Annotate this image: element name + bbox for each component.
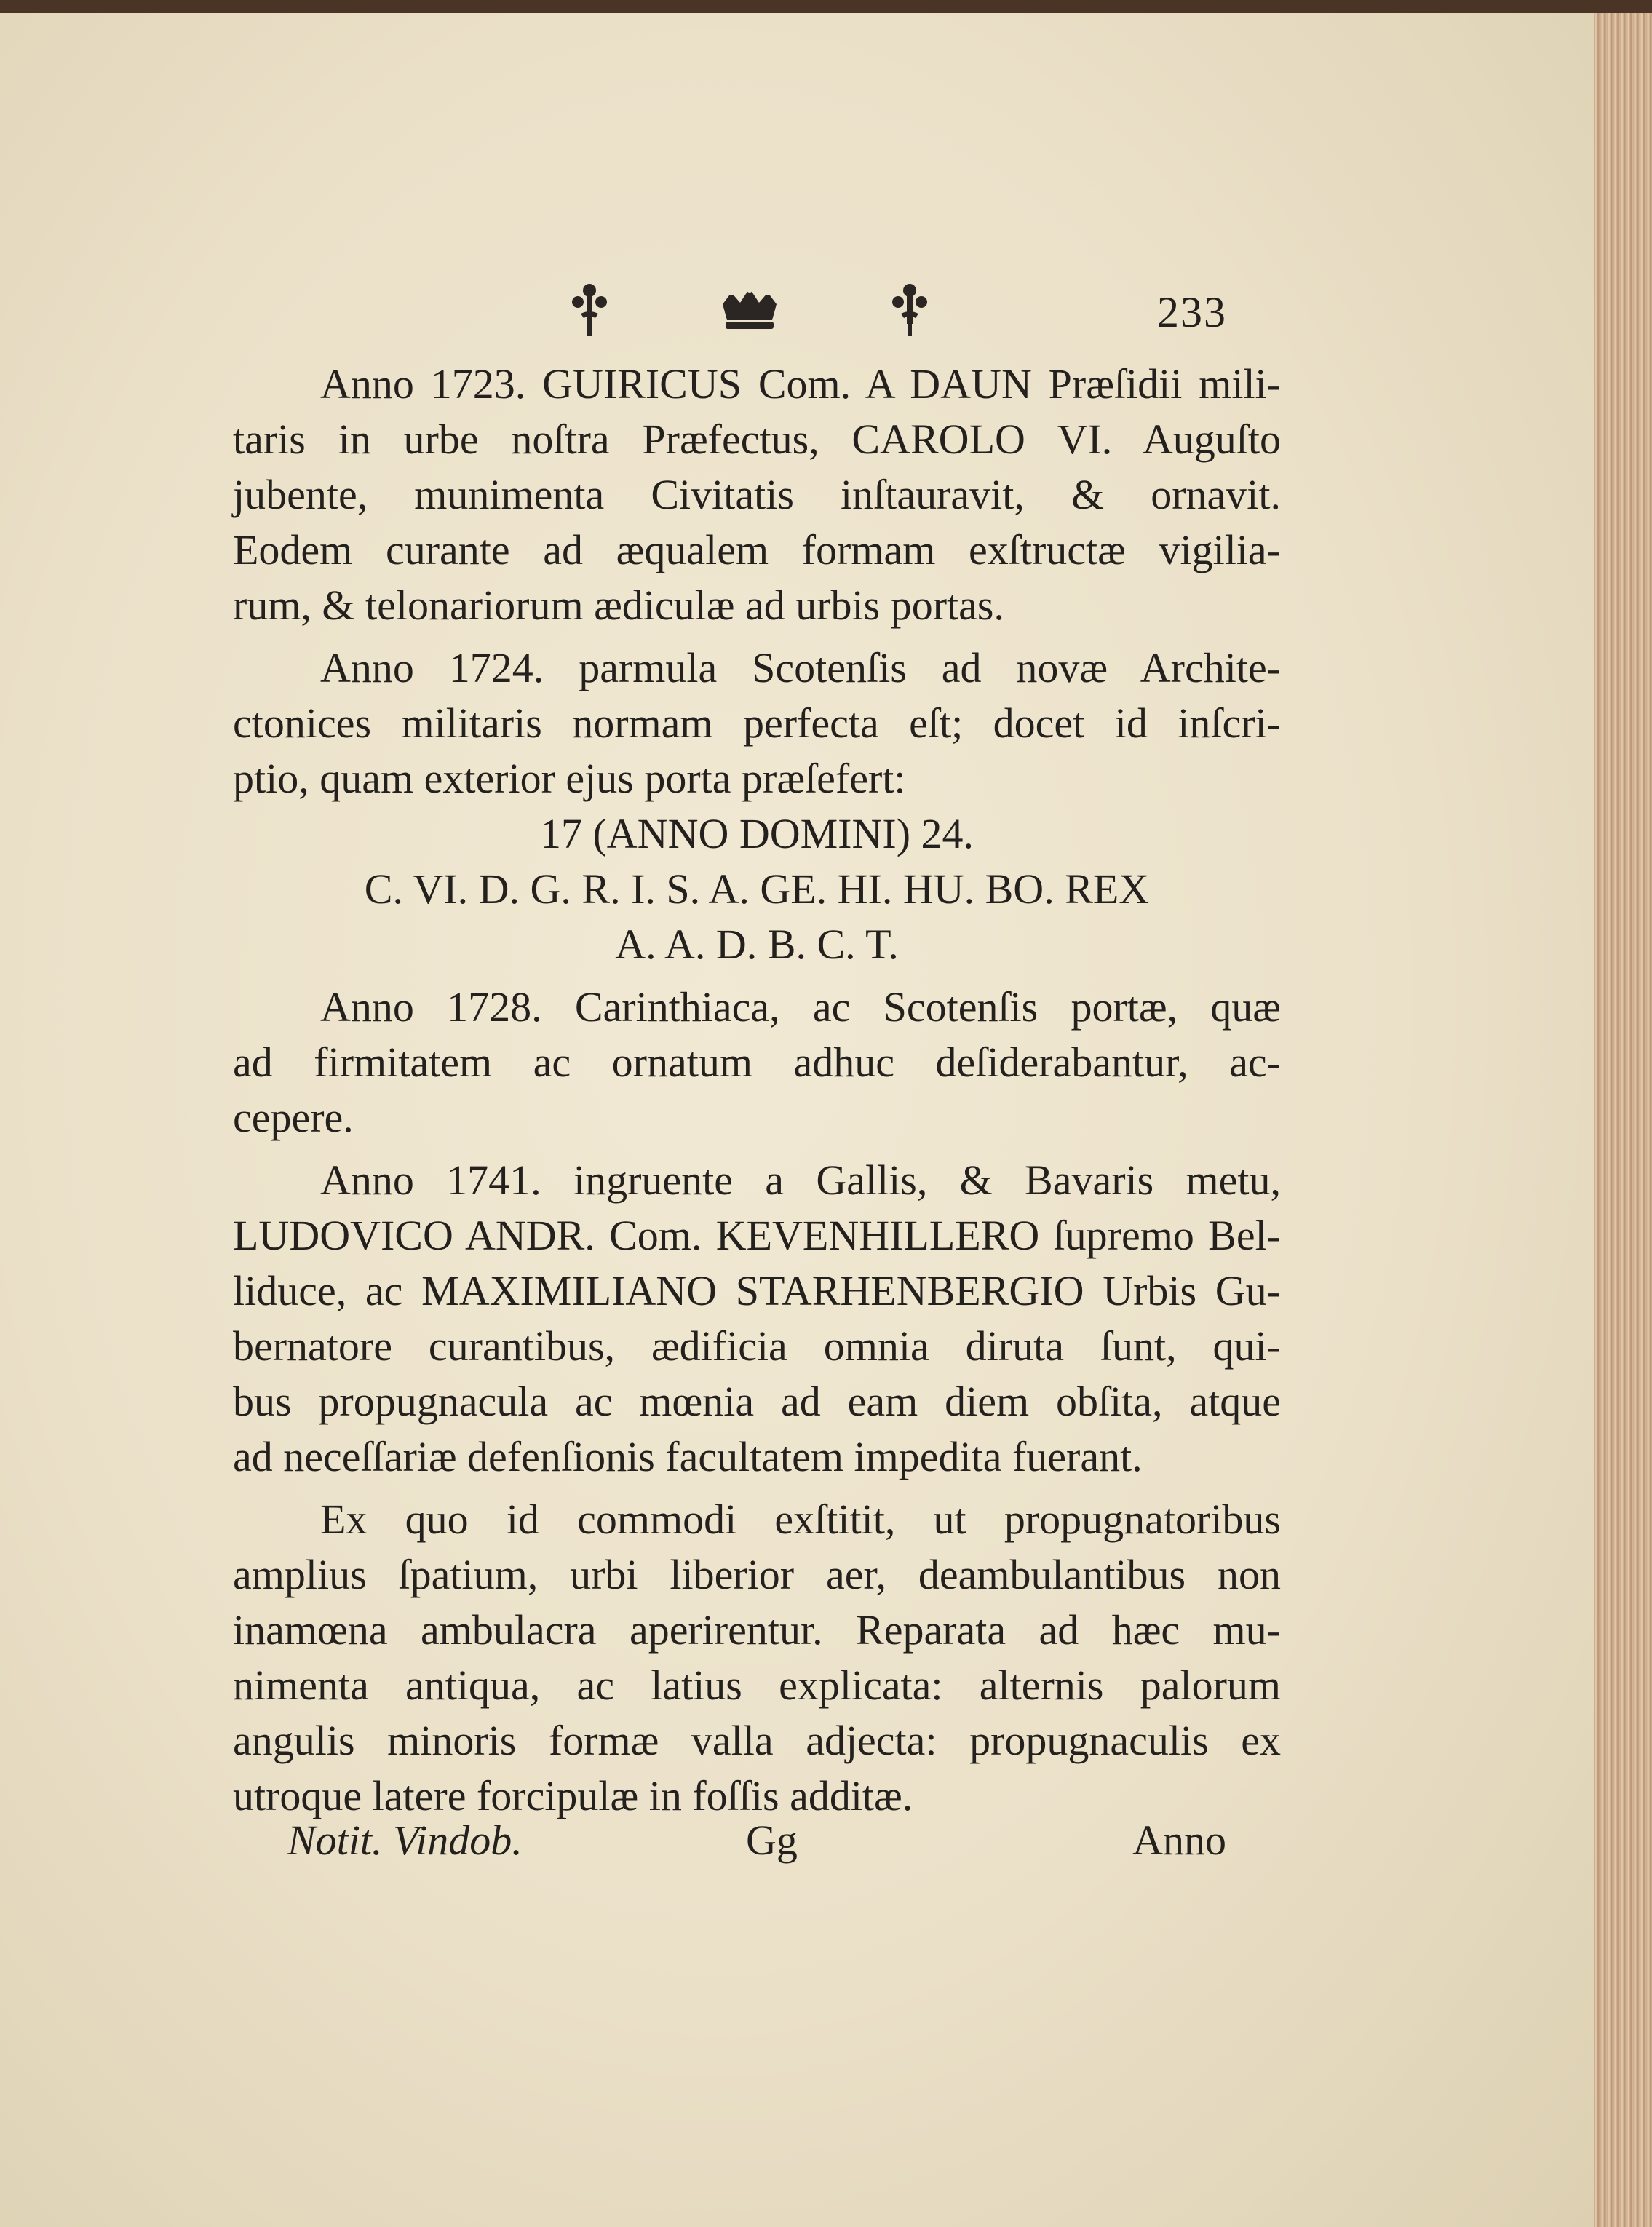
text-line: cepere. bbox=[233, 1094, 354, 1141]
text-line: Anno 1723. GUIRICUS Com. A DAUN Præſidii mili- bbox=[320, 360, 1281, 408]
text-line: ad firmitatem ac ornatum adhuc deſiderabantur, ac- bbox=[233, 1039, 1281, 1086]
signature-title: Notit. Vindob. bbox=[287, 1817, 523, 1864]
text-line: bernatore curantibus, ædificia omnia diruta ſunt, qui- bbox=[233, 1322, 1281, 1370]
text-line: angulis minoris formæ valla adjecta: propugnaculis ex bbox=[233, 1717, 1281, 1764]
inscription-line: 17 (ANNO DOMINI) 24. bbox=[539, 810, 974, 857]
text-line: Eodem curante ad æqualem formam exſtructæ vigilia- bbox=[233, 526, 1281, 573]
text-line: bus propugnacula ac mœnia ad eam diem obſita, atque bbox=[233, 1378, 1281, 1425]
binding-edge bbox=[0, 0, 1652, 13]
text-line: Anno 1741. ingruente a Gallis, & Bavaris metu, bbox=[320, 1156, 1281, 1204]
text-line: inamœna ambulacra aperirentur. Reparata ad hæc mu- bbox=[233, 1606, 1281, 1654]
text-line: jubente, munimenta Civitatis inſtauravit, & ornavit. bbox=[233, 471, 1281, 518]
catchword: Anno bbox=[1132, 1817, 1226, 1864]
text-line: taris in urbe noſtra Præfectus, CAROLO VI. Auguſto bbox=[233, 416, 1281, 463]
fleuron-icon bbox=[568, 280, 611, 338]
text-line: ad neceſſariæ defenſionis facultatem impedita fuerant. bbox=[233, 1433, 1143, 1480]
text-line: rum, & telonariorum ædiculæ ad urbis portas. bbox=[233, 581, 1004, 629]
text-line: liduce, ac MAXIMILIANO STARHENBERGIO Urbis Gu- bbox=[233, 1267, 1281, 1314]
text-line: Anno 1728. Carinthiaca, ac Scotenſis portæ, quæ bbox=[320, 983, 1281, 1031]
inscription-line: C. VI. D. G. R. I. S. A. GE. HI. HU. BO. REX bbox=[364, 865, 1150, 913]
text-line: Anno 1724. parmula Scotenſis ad novæ Archite- bbox=[320, 644, 1281, 691]
text-line: nimenta antiqua, ac latius explicata: alternis palorum bbox=[233, 1662, 1281, 1709]
text-line: Ex quo id commodi exſtitit, ut propugnatoribus bbox=[320, 1496, 1281, 1543]
inscription-line: A. A. D. B. C. T. bbox=[615, 921, 899, 968]
page-number: 233 bbox=[1157, 288, 1227, 336]
text-line: amplius ſpatium, urbi liberior aer, deambulantibus non bbox=[233, 1551, 1281, 1598]
fleuron-icon bbox=[888, 280, 932, 338]
body-text bbox=[233, 357, 1281, 1824]
text-line: ptio, quam exterior ejus porta præſefert: bbox=[233, 755, 906, 802]
signature-mark: Gg bbox=[746, 1817, 798, 1864]
text-line: ctonices militaris normam perfecta eſt; docet id inſcri- bbox=[233, 699, 1281, 747]
header-ornaments bbox=[568, 277, 932, 342]
page-edge-stack bbox=[1594, 0, 1652, 2227]
text-line: LUDOVICO ANDR. Com. KEVENHILLERO ſupremo Bel- bbox=[233, 1212, 1281, 1259]
crown-icon bbox=[717, 284, 782, 335]
text-line: utroque latere forcipulæ in foſſis additæ. bbox=[233, 1772, 913, 1819]
